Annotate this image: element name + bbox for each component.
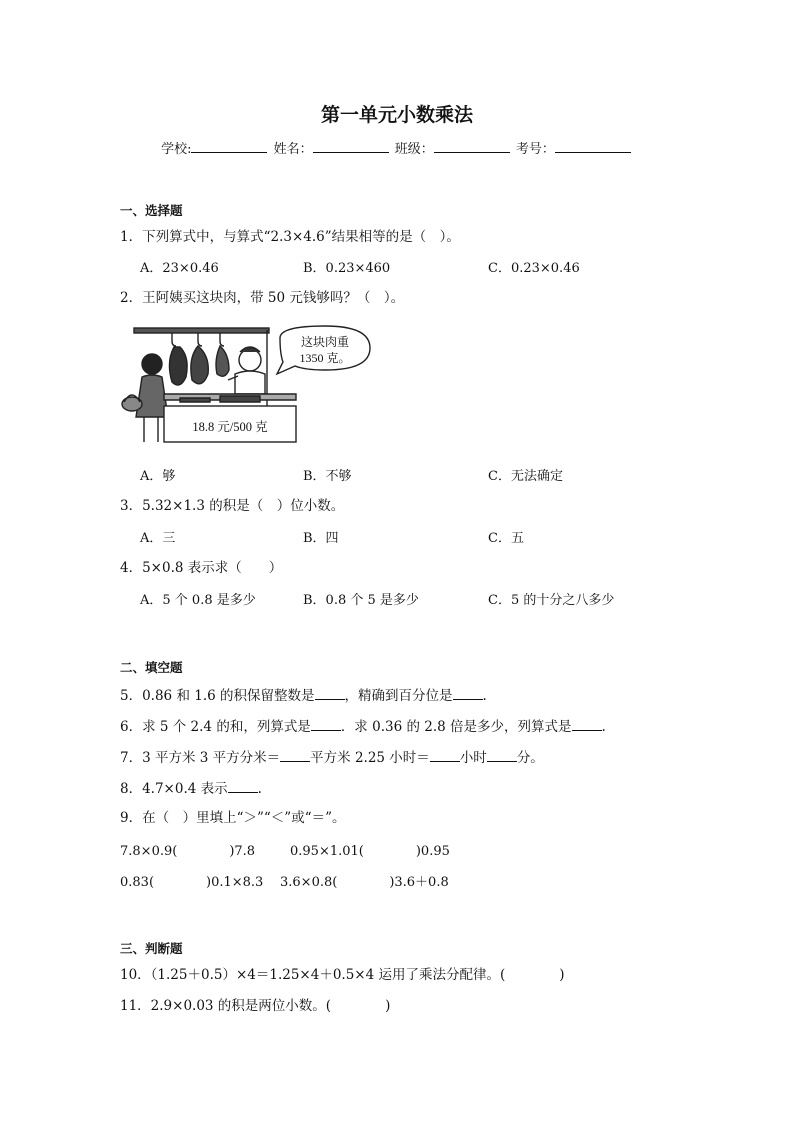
butcher-head [239, 349, 261, 371]
q1-option-b[interactable]: B．0.23×460 [303, 261, 391, 276]
hanging-meat-1 [169, 347, 187, 385]
q9-compare-2[interactable]: 0.95×1.01( )0.95 [290, 844, 450, 859]
bubble-text-line-1: 这块肉重 [300, 335, 350, 349]
bubble-text-line-2: 1350 克。 [299, 351, 351, 365]
name-field: 姓名： [274, 140, 391, 156]
school-blank[interactable] [191, 140, 267, 153]
q6-blank-2[interactable] [572, 719, 602, 731]
customer-head [142, 354, 162, 374]
hanging-meat-2 [191, 346, 208, 384]
hanging-meat-3 [216, 346, 229, 376]
question-3: 3．5.32×1.3 的积是（ ）位小数。 [120, 498, 345, 514]
q9-compare-1[interactable]: 7.8×0.9( )7.8 [120, 844, 256, 859]
question-6: 6．求 5 个 2.4 的和，列算式是 ．求 0.36 的 2.8 倍是多少，列算式是 . [120, 719, 606, 735]
class-field: 班级： [395, 140, 512, 156]
q3-option-c[interactable]: C．五 [488, 531, 524, 546]
q3-option-a[interactable]: A．三 [140, 531, 176, 546]
question-8: 8．4.7×0.4 表示 . [120, 781, 262, 797]
q3-option-b[interactable]: B．四 [303, 531, 339, 546]
speech-bubble [277, 326, 370, 374]
q4-option-c[interactable]: C．5 的十分之八多少 [488, 593, 615, 608]
question-11[interactable]: 11．2.9×0.03 的积是两位小数。( ) [120, 998, 391, 1014]
q2-option-a[interactable]: A．够 [140, 469, 176, 484]
q7-blank-2[interactable] [430, 750, 460, 762]
basket [122, 397, 142, 411]
page-title: 第一单元小数乘法 [320, 104, 473, 126]
exam-number-blank[interactable] [555, 140, 631, 153]
q4-option-b[interactable]: B．0.8 个 5 是多少 [303, 593, 419, 608]
q5-blank-2[interactable] [453, 688, 483, 700]
q8-blank[interactable] [228, 781, 258, 793]
q7-blank-1[interactable] [280, 750, 310, 762]
q7-blank-3[interactable] [487, 750, 517, 762]
q1-option-a[interactable]: A．23×0.46 [140, 261, 219, 276]
question-1: 1．下列算式中，与算式“2.3×4.6”结果相等的是（ ）。 [120, 229, 460, 245]
q6-blank-1[interactable] [311, 719, 341, 731]
school-field: 学校: [161, 140, 269, 156]
q9-compare-4[interactable]: 3.6×0.8( )3.6＋0.8 [280, 875, 449, 890]
question-5: 5．0.86 和 1.6 的积保留整数是 ，精确到百分位是 . [120, 688, 487, 704]
student-info-row [0, 140, 794, 156]
section-choice-title: 一、选择题 [120, 203, 183, 218]
class-blank[interactable] [434, 140, 510, 153]
q2-option-c[interactable]: C．无法确定 [488, 469, 563, 484]
meat-stall-illustration [120, 322, 390, 452]
question-9: 9．在（ ）里填上“＞”“＜”或“＝”。 [120, 810, 346, 826]
hanging-pole [134, 328, 269, 333]
q2-option-b[interactable]: B．不够 [303, 469, 352, 484]
q9-compare-3[interactable]: 0.83( )0.1×8.3 [120, 875, 264, 890]
q1-option-c[interactable]: C．0.23×0.46 [488, 261, 580, 276]
question-10[interactable]: 10．（1.25＋0.5）×4＝1.25×4＋0.5×4 运用了乘法分配律。( ) [120, 967, 565, 983]
question-4: 4．5×0.8 表示求（ ） [120, 560, 283, 576]
question-2: 2．王阿姨买这块肉，带 50 元钱够吗？（ ）。 [120, 290, 405, 306]
q4-option-a[interactable]: A．5 个 0.8 是多少 [140, 593, 256, 608]
q5-blank-1[interactable] [315, 688, 345, 700]
exam-number-field: 考号： [516, 140, 633, 156]
section-fill-title: 二、填空题 [120, 660, 183, 675]
name-blank[interactable] [313, 140, 389, 153]
price-sign: 18.8 元/500 克 [192, 420, 268, 434]
section-judge-title: 三、判断题 [120, 941, 183, 956]
question-7: 7．3 平方米 3 平方分米＝ 平方米 2.25 小时＝ 小时 分。 [120, 750, 544, 766]
